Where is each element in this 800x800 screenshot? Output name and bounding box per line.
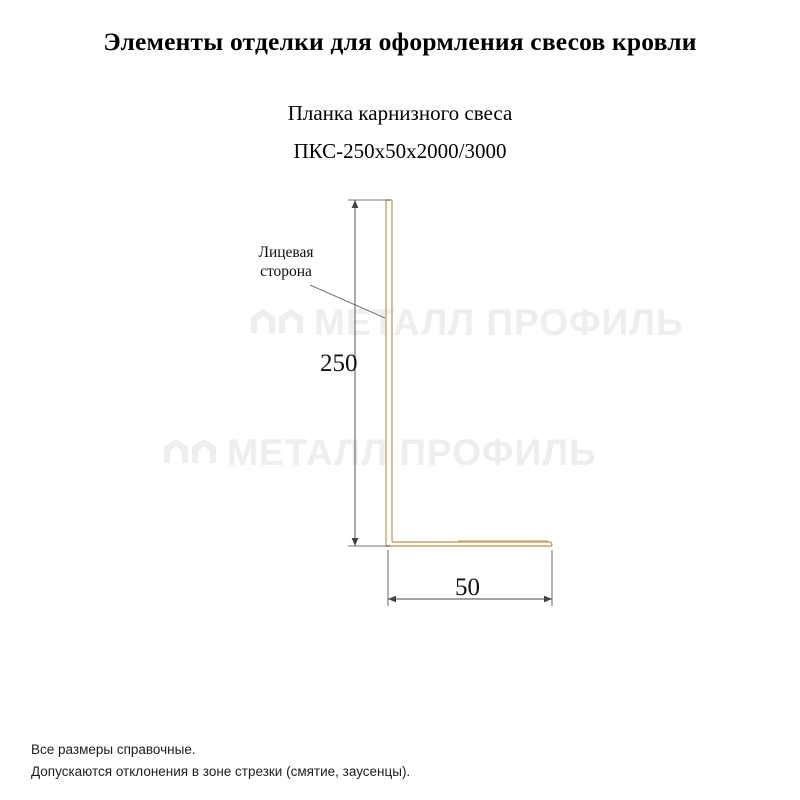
watermark-text: МЕТАЛЛ ПРОФИЛЬ [227, 432, 597, 473]
product-code: ПКС-250x50x2000/3000 [293, 139, 507, 163]
face-side-label [246, 243, 326, 281]
face-side-label-line2: сторона [260, 263, 312, 280]
page-title: Элементы отделки для оформления свесов кровли [103, 27, 697, 56]
product-name: Планка карнизного свеса [287, 101, 513, 125]
dimension-height-label: 250 [320, 350, 358, 377]
watermark-text: МЕТАЛЛ ПРОФИЛЬ [314, 302, 684, 343]
product-profile [386, 200, 552, 546]
note-line-2: Допускаются отклонения в зоне стрезки (смятие, заусенцы). [31, 764, 411, 779]
dimension-width-label: 50 [455, 574, 480, 601]
leader-line-face-side [310, 285, 385, 318]
face-side-label-line1: Лицевая [258, 244, 314, 261]
notes [31, 739, 410, 783]
note-line-1: Все размеры справочные. [31, 742, 196, 757]
